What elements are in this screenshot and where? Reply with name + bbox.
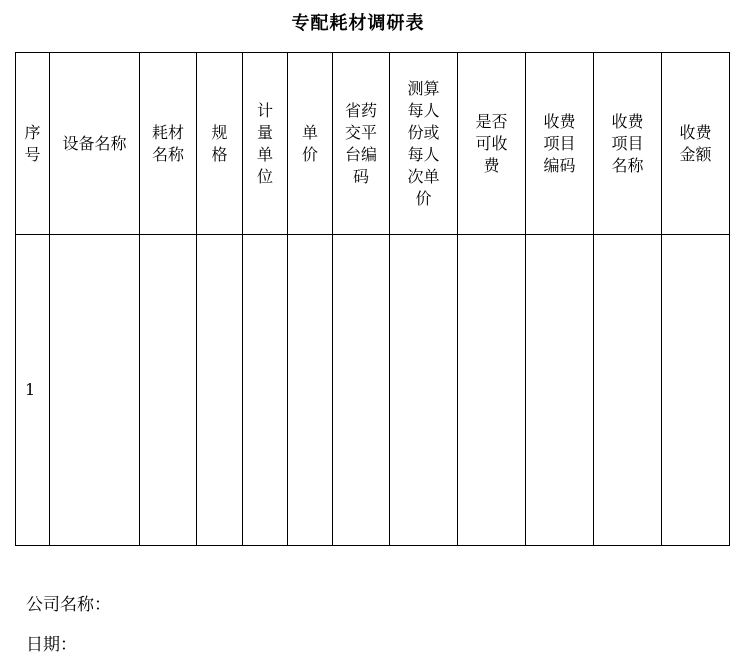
header-label-spec: 规格 (211, 122, 228, 164)
header-label-estimated-price: 测算每人份或每人次单价 (407, 78, 440, 208)
cell-consumable-name[interactable] (140, 235, 197, 546)
header-cell-chargeable (458, 53, 526, 235)
header-cell-unit-price (288, 53, 333, 235)
header-label-fee-code: 收费项目编码 (543, 111, 576, 175)
header-cell-device-name (50, 53, 140, 235)
cell-unit-price[interactable] (288, 235, 333, 546)
cell-fee-name[interactable] (594, 235, 662, 546)
header-cell-index (16, 53, 50, 235)
header-label-fee-name: 收费项目名称 (611, 111, 644, 175)
cell-index[interactable]: 1 (16, 235, 50, 546)
cell-spec[interactable] (197, 235, 243, 546)
cell-chargeable[interactable] (458, 235, 526, 546)
document-title: 专配耗材调研表 (291, 13, 425, 34)
cell-fee-code[interactable] (526, 235, 594, 546)
header-cell-spec (197, 53, 243, 235)
header-cell-fee-amount (662, 53, 730, 235)
cell-device-name[interactable] (50, 235, 140, 546)
header-cell-estimated-price (390, 53, 458, 235)
company-name-label: 公司名称： (26, 595, 111, 615)
cell-fee-amount[interactable] (662, 235, 730, 546)
header-label-fee-amount: 收费金额 (679, 122, 712, 164)
header-label-platform-code: 省药交平台编码 (344, 100, 377, 186)
cell-estimated-price[interactable] (390, 235, 458, 546)
header-label-unit: 计量单位 (256, 100, 273, 186)
consumables-survey-table (15, 52, 730, 546)
header-label-consumable-name: 耗材名称 (151, 122, 184, 164)
header-label-index: 序号 (24, 122, 41, 164)
header-cell-platform-code (333, 53, 390, 235)
header-label-device-name: 设备名称 (62, 133, 127, 153)
header-label-unit-price: 单价 (301, 122, 318, 164)
header-cell-consumable-name (140, 53, 197, 235)
header-cell-fee-code (526, 53, 594, 235)
table-header-row (16, 53, 730, 235)
cell-platform-code[interactable] (333, 235, 390, 546)
header-cell-unit (243, 53, 288, 235)
date-label: 日期： (26, 635, 77, 655)
table-row (16, 235, 730, 546)
cell-unit[interactable] (243, 235, 288, 546)
header-label-chargeable: 是否可收费 (475, 111, 508, 175)
header-cell-fee-name (594, 53, 662, 235)
